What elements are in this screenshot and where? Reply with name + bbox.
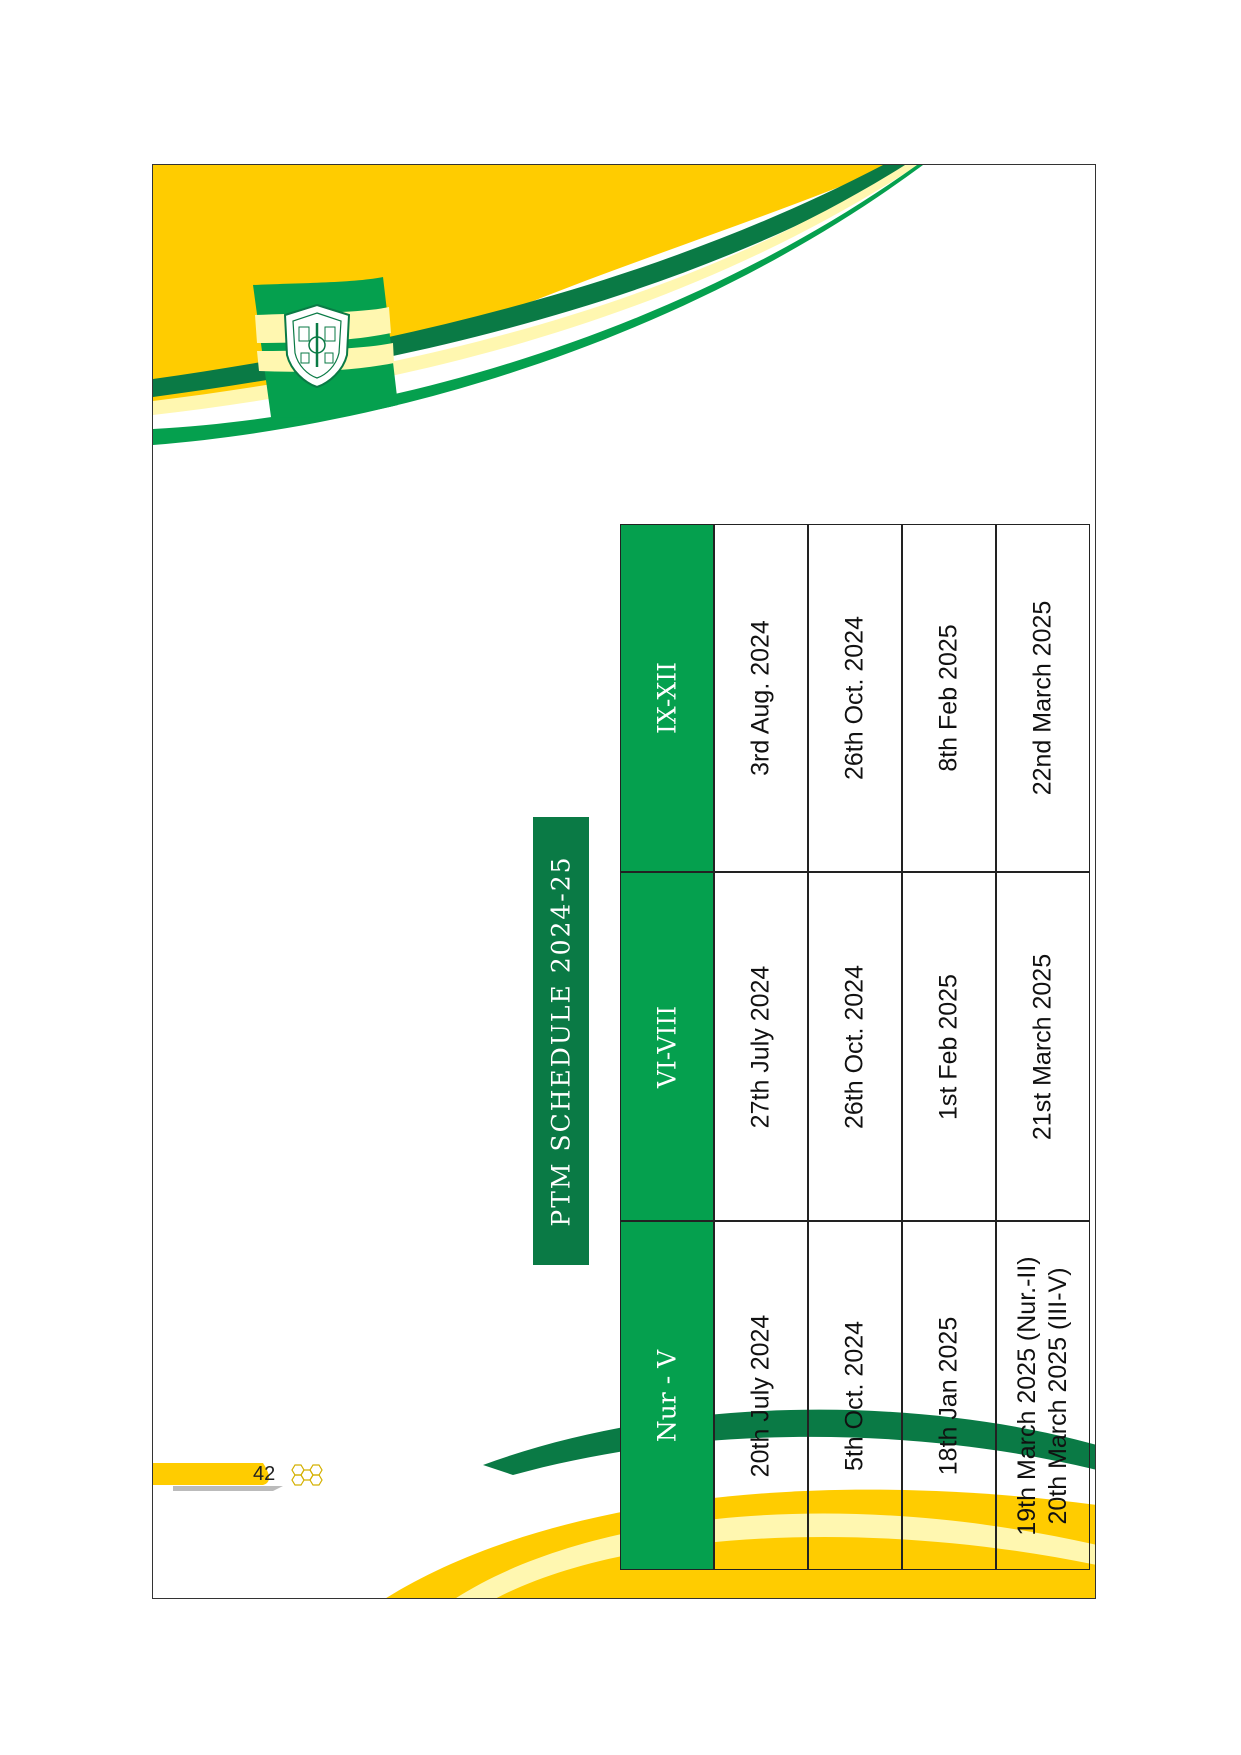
cell-line: 20th March 2025 (III-V) — [1044, 1266, 1072, 1525]
title-banner — [533, 817, 589, 1265]
table-header-column — [620, 524, 714, 1570]
table-cell: 8th Feb 2025 — [902, 524, 996, 872]
table-cell: 22nd March 2025 — [996, 524, 1090, 872]
table-row — [714, 524, 808, 1570]
table-cell: 26th Oct. 2024 — [808, 872, 902, 1221]
header-cell-ix-xii: IX-XII — [620, 524, 714, 872]
page-title: PTM SCHEDULE 2024-25 — [546, 855, 576, 1227]
header-cell-nur-v: Nur - V — [620, 1221, 714, 1570]
table-row — [808, 524, 902, 1570]
table-row — [996, 524, 1090, 1570]
table-row — [902, 524, 996, 1570]
page-frame — [152, 164, 1096, 1599]
table-cell: 1st Feb 2025 — [902, 872, 996, 1221]
table-cell: 27th July 2024 — [714, 872, 808, 1221]
school-crest-icon — [281, 303, 353, 389]
table-cell: 20th July 2024 — [714, 1221, 808, 1570]
table-cell: 26th Oct. 2024 — [808, 524, 902, 872]
honeycomb-icon — [289, 1461, 325, 1489]
table-cell: 21st March 2025 — [996, 872, 1090, 1221]
table-cell: 5th Oct. 2024 — [808, 1221, 902, 1570]
header-cell-vi-viii: VI-VIII — [620, 872, 714, 1221]
page-number: 42 — [253, 1463, 276, 1485]
table-cell — [996, 1221, 1090, 1570]
table-cell: 3rd Aug. 2024 — [714, 524, 808, 872]
table-cell: 18th Jan 2025 — [902, 1221, 996, 1570]
cell-line: 19th March 2025 (Nur.-II) — [1012, 1255, 1041, 1536]
ptm-schedule-table — [620, 524, 1090, 1570]
